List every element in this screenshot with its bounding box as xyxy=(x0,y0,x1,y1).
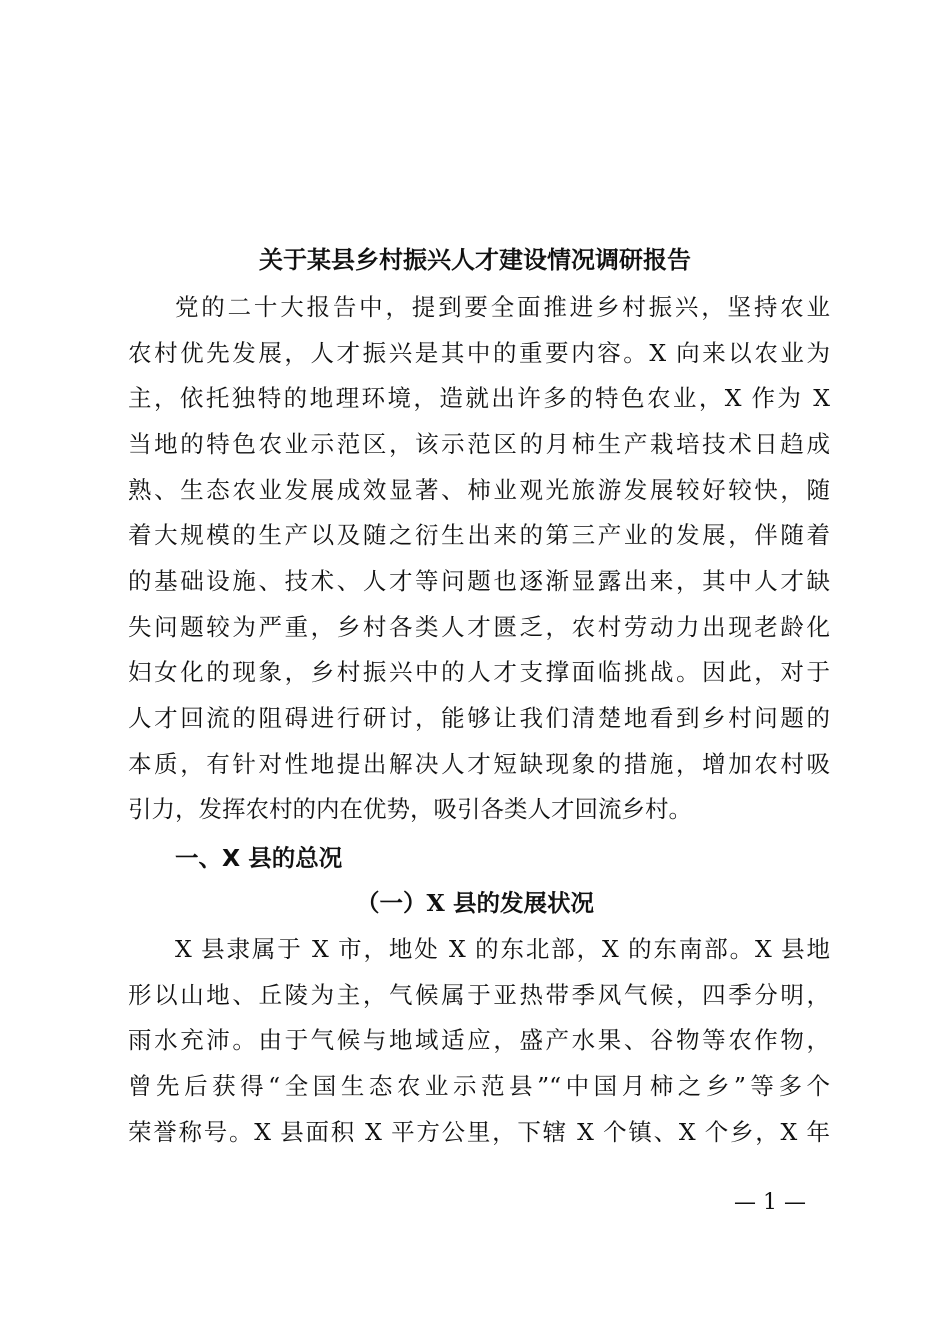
body-line: 曾先后获得“全国生态农业示范县”“中国月柿之乡”等多个 xyxy=(128,1072,830,1100)
section-heading: 一、X 县的总况 xyxy=(175,844,343,872)
page-number: — 1 — xyxy=(734,1190,806,1215)
document-title: 关于某县乡村振兴人才建设情况调研报告 xyxy=(259,245,691,274)
body-line: 荣誉称号。X 县面积 X 平方公里，下辖 X 个镇、X 个乡，X 年 xyxy=(128,1118,830,1146)
intro-line: 党的二十大报告中，提到要全面推进乡村振兴，坚持农业 xyxy=(175,293,830,321)
intro-line: 妇女化的现象，乡村振兴中的人才支撑面临挑战。因此，对于 xyxy=(128,658,830,686)
intro-line: 的基础设施、技术、人才等问题也逐渐显露出来，其中人才缺 xyxy=(128,567,830,595)
body-line: 雨水充沛。由于气候与地域适应，盛产水果、谷物等农作物， xyxy=(128,1026,830,1054)
intro-line: 熟、生态农业发展成效显著、柿业观光旅游发展较好较快，随 xyxy=(128,476,830,504)
intro-line: 农村优先发展，人才振兴是其中的重要内容。X 向来以农业为 xyxy=(128,339,830,367)
intro-line-last: 引力，发挥农村的内在优势，吸引各类人才回流乡村。 xyxy=(128,795,692,823)
intro-line: 本质，有针对性地提出解决人才短缺现象的措施，增加农村吸 xyxy=(128,750,830,778)
intro-line: 着大规模的生产以及随之衍生出来的第三产业的发展，伴随着 xyxy=(128,521,830,549)
intro-line: 人才回流的阻碍进行研讨，能够让我们清楚地看到乡村问题的 xyxy=(128,704,830,732)
subsection-heading: （一）X 县的发展状况 xyxy=(356,889,594,917)
body-line: X 县隶属于 X 市，地处 X 的东北部，X 的东南部。X 县地 xyxy=(175,935,830,963)
intro-line: 失问题较为严重，乡村各类人才匮乏，农村劳动力出现老龄化 xyxy=(128,613,830,641)
intro-line: 当地的特色农业示范区，该示范区的月柿生产栽培技术日趋成 xyxy=(128,430,830,458)
body-line: 形以山地、丘陵为主，气候属于亚热带季风气候，四季分明， xyxy=(128,981,830,1009)
intro-line: 主，依托独特的地理环境，造就出许多的特色农业，X 作为 X xyxy=(128,384,830,412)
